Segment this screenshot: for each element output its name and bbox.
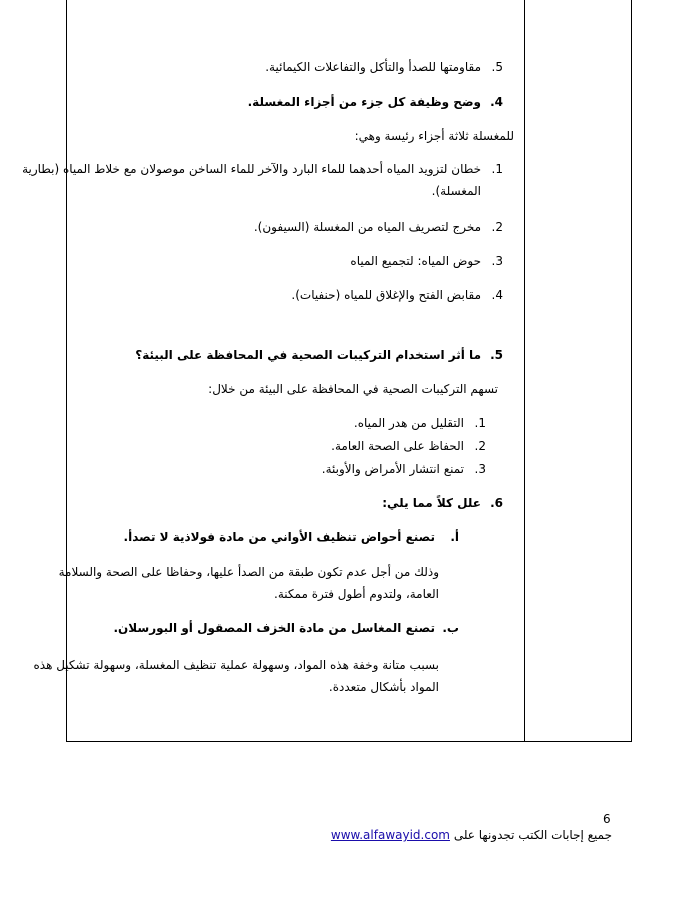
list-item: خطان لتزويد المياه أحدهما للماء البارد والآخر للماء الساخن موصولان مع خلاط المياه (بطارية [22,162,481,176]
question-text: وضح وظيفة كل جزء من أجزاء المغسلة. [247,95,481,109]
answer-intro: للمغسلة ثلاثة أجزاء رئيسة وهي: [354,129,514,143]
list-number: .1 [491,162,503,176]
answer-line: بسبب متانة وخفة هذه المواد، وسهولة عملية تنظيف المغسلة، وسهولة تشكيل هذه [33,658,439,672]
question-number: .6 [490,496,503,510]
sub-question-text: تصنع أحواض تنظيف الأواني من مادة فولاذية لا تصدأ. [123,530,435,544]
footer-text: جميع إجابات الكتب تجدونها على [453,828,612,842]
item-text: مقاومتها للصدأ والتأكل والتفاعلات الكيمائية. [265,60,481,74]
list-number: .4 [491,288,503,302]
question-number: .5 [490,348,503,362]
answer-line: المواد بأشكال متعددة. [328,680,439,694]
footer-link[interactable]: www.alfawayid.com [330,828,450,842]
footer [331,828,612,842]
sub-question-text: تصنع المغاسل من مادة الخزف المصقول أو البورسلان. [113,621,435,635]
list-item: الحفاظ على الصحة العامة. [331,439,464,453]
sub-question-label: أ. [450,530,459,544]
question-text: علل كلاً مما يلي: [382,496,481,510]
page-number: 6 [603,812,611,826]
list-item: حوض المياه: لتجميع المياه [350,254,481,268]
list-number: .1 [474,416,486,430]
list-item: مقابض الفتح والإغلاق للمياه (حنفيات). [291,288,481,302]
item-number: .5 [491,60,503,74]
question-number: .4 [490,95,503,109]
list-item: تمنع انتشار الأمراض والأوبئة. [321,462,464,476]
list-item: مخرج لتصريف المياه من المغسلة (السيفون). [253,220,481,234]
column-divider [524,0,525,742]
question-text: ما أثر استخدام التركيبات الصحية في المحافظة على البيئة؟ [135,348,481,362]
list-number: .2 [474,439,486,453]
list-item-continued: المغسلة). [431,184,481,198]
list-number: .3 [474,462,486,476]
answer-line: وذلك من أجل عدم تكون طبقة من الصدأ عليها، وحفاظا على الصحة والسلامة [58,565,439,579]
sub-question-label: ب. [442,621,459,635]
list-number: .2 [491,220,503,234]
answer-intro: تسهم التركيبات الصحية في المحافظة على البيئة من خلال: [208,382,498,396]
answer-line: العامة، ولتدوم أطول فترة ممكنة. [274,587,439,601]
list-number: .3 [491,254,503,268]
list-item: التقليل من هدر المياه. [353,416,464,430]
